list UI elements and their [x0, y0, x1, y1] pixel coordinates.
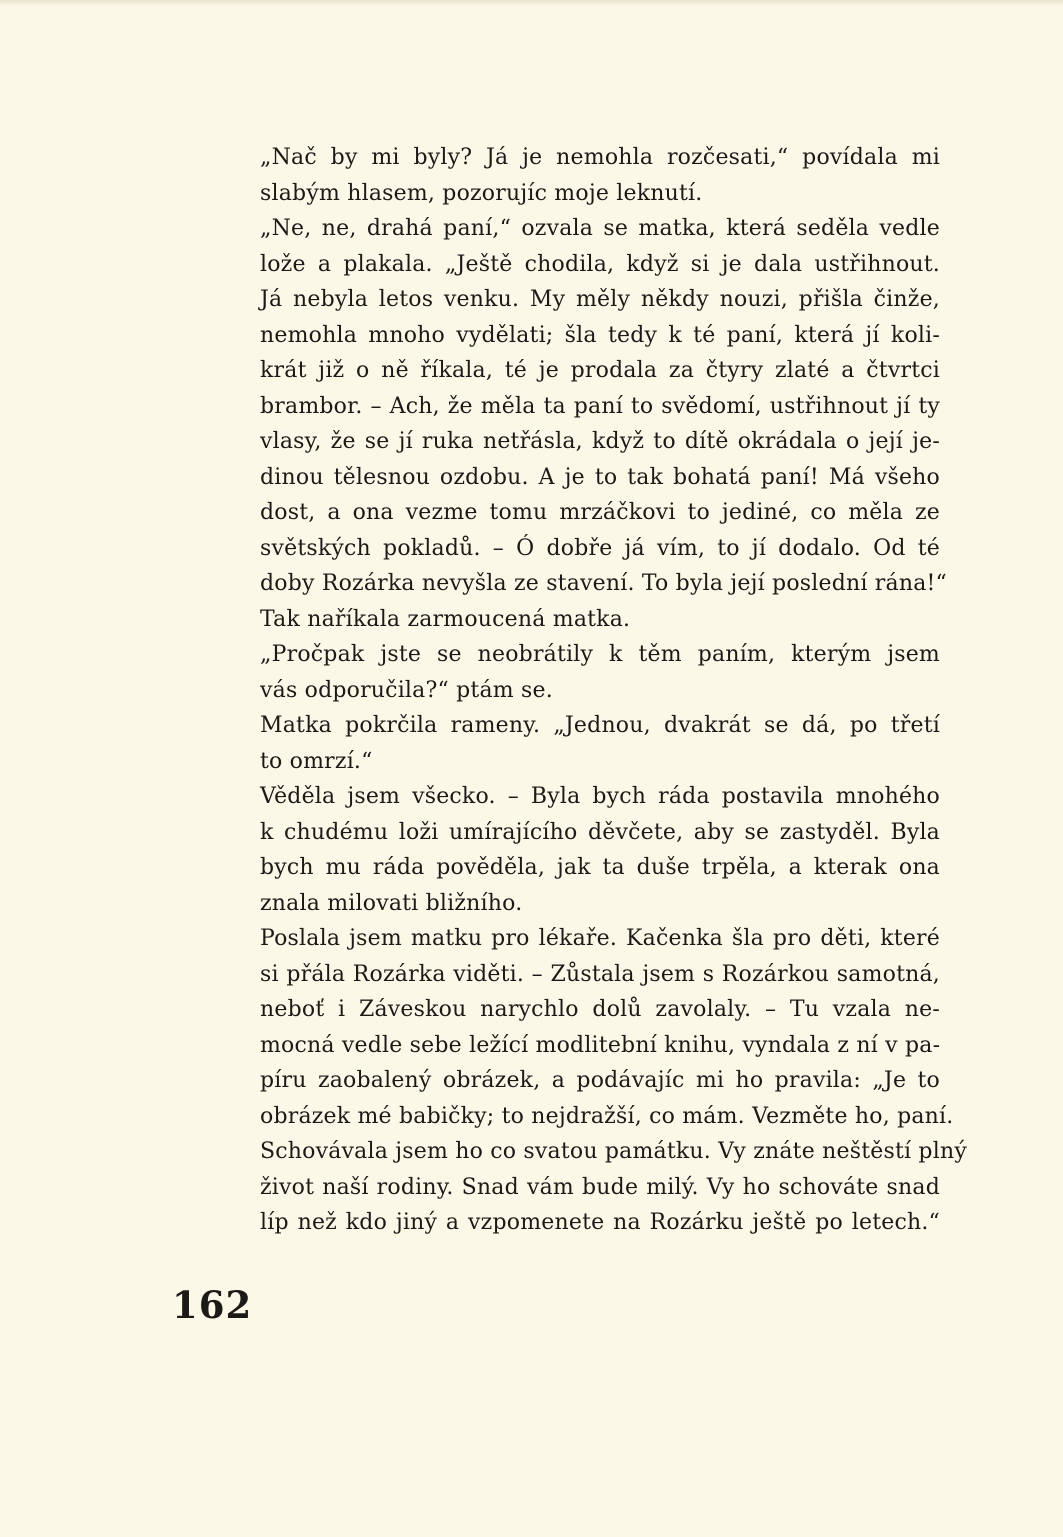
text-line: mocná vedle sebe ležící modlitební knihu, vyndala z ní v pa- [260, 1032, 941, 1058]
text-line: „Pročpak jste se neobrátily k těm paním, kterým jsem [260, 642, 940, 667]
text-line: Já nebyla letos venku. My měly někdy nouzi, přišla činže, [260, 287, 940, 312]
text-line: vlasy, že se jí ruka netřásla, když to dítě okrádala o její je- [260, 429, 940, 454]
text-line: „Nač by mi byly? Já je nemohla rozčesati,“ povídala mi [260, 145, 940, 170]
text-line: Tak naříkala zarmoucená matka. [260, 606, 631, 632]
text-line: brambor. – Ach, že měla ta paní to svědomí, ustřihnout jí ty [260, 393, 940, 419]
text-line: neboť i Záveskou narychlo dolů zavolaly. – Tu vzala ne- [260, 997, 940, 1022]
text-line: světských pokladů. – Ó dobře já vím, to jí dodalo. Od té [260, 535, 940, 561]
body-text [260, 140, 967, 1241]
text-line: život naší rodiny. Snad vám bude milý. Vy ho schováte snad [260, 1174, 940, 1200]
text-line: znala milovati bližního. [260, 890, 523, 916]
text-line: Schovávala jsem ho co svatou památku. Vy znáte neštěstí plný [260, 1139, 967, 1164]
text-line: Poslala jsem matku pro lékaře. Kačenka šla pro děti, které [260, 926, 940, 951]
text-line: slabým hlasem, pozorujíc moje leknutí. [260, 180, 703, 206]
text-line: doby Rozárka nevyšla ze stavení. To byla její poslední rána!“ [260, 571, 947, 596]
text-line: krát již o ně říkala, té je prodala za čtyry zlaté a čtvrtci [260, 358, 940, 383]
text-line: lože a plakala. „Ještě chodila, když si je dala ustřihnout. [260, 251, 940, 277]
text-line: bych mu ráda pověděla, jak ta duše trpěla, a kterak ona [260, 855, 940, 880]
text-line: obrázek mé babičky; to nejdražší, co mám. Vezměte ho, paní. [260, 1103, 954, 1129]
text-line: nemohla mnoho vydělati; šla tedy k té paní, která jí koli- [260, 322, 940, 348]
page-number: 162 [172, 1283, 253, 1327]
text-line: dost, a ona vezme tomu mrzáčkovi to jediné, co měla ze [260, 500, 940, 525]
text-line: vás odporučila?“ ptám se. [260, 677, 553, 703]
text-line: Věděla jsem všecko. – Byla bych ráda postavila mnohého [260, 784, 940, 809]
text-line: „Ne, ne, drahá paní,“ ozvala se matka, která seděla vedle [260, 216, 940, 241]
text-line: píru zaobalený obrázek, a podávajíc mi ho pravila: „Je to [260, 1068, 940, 1093]
text-line: to omrzí.“ [260, 748, 373, 774]
page-edge [0, 0, 1063, 6]
text-line: si přála Rozárka viděti. – Zůstala jsem s Rozárkou samotná, [260, 961, 940, 987]
text-line: k chudému loži umírajícího děvčete, aby se zastyděl. Byla [260, 819, 940, 845]
text-line: dinou tělesnou ozdobu. A je to tak bohatá paní! Má všeho [260, 464, 940, 490]
text-line: Matka pokrčila rameny. „Jednou, dvakrát se dá, po třetí [260, 713, 940, 738]
text-line: líp než kdo jiný a vzpomenete na Rozárku ještě po letech.“ [260, 1210, 940, 1235]
